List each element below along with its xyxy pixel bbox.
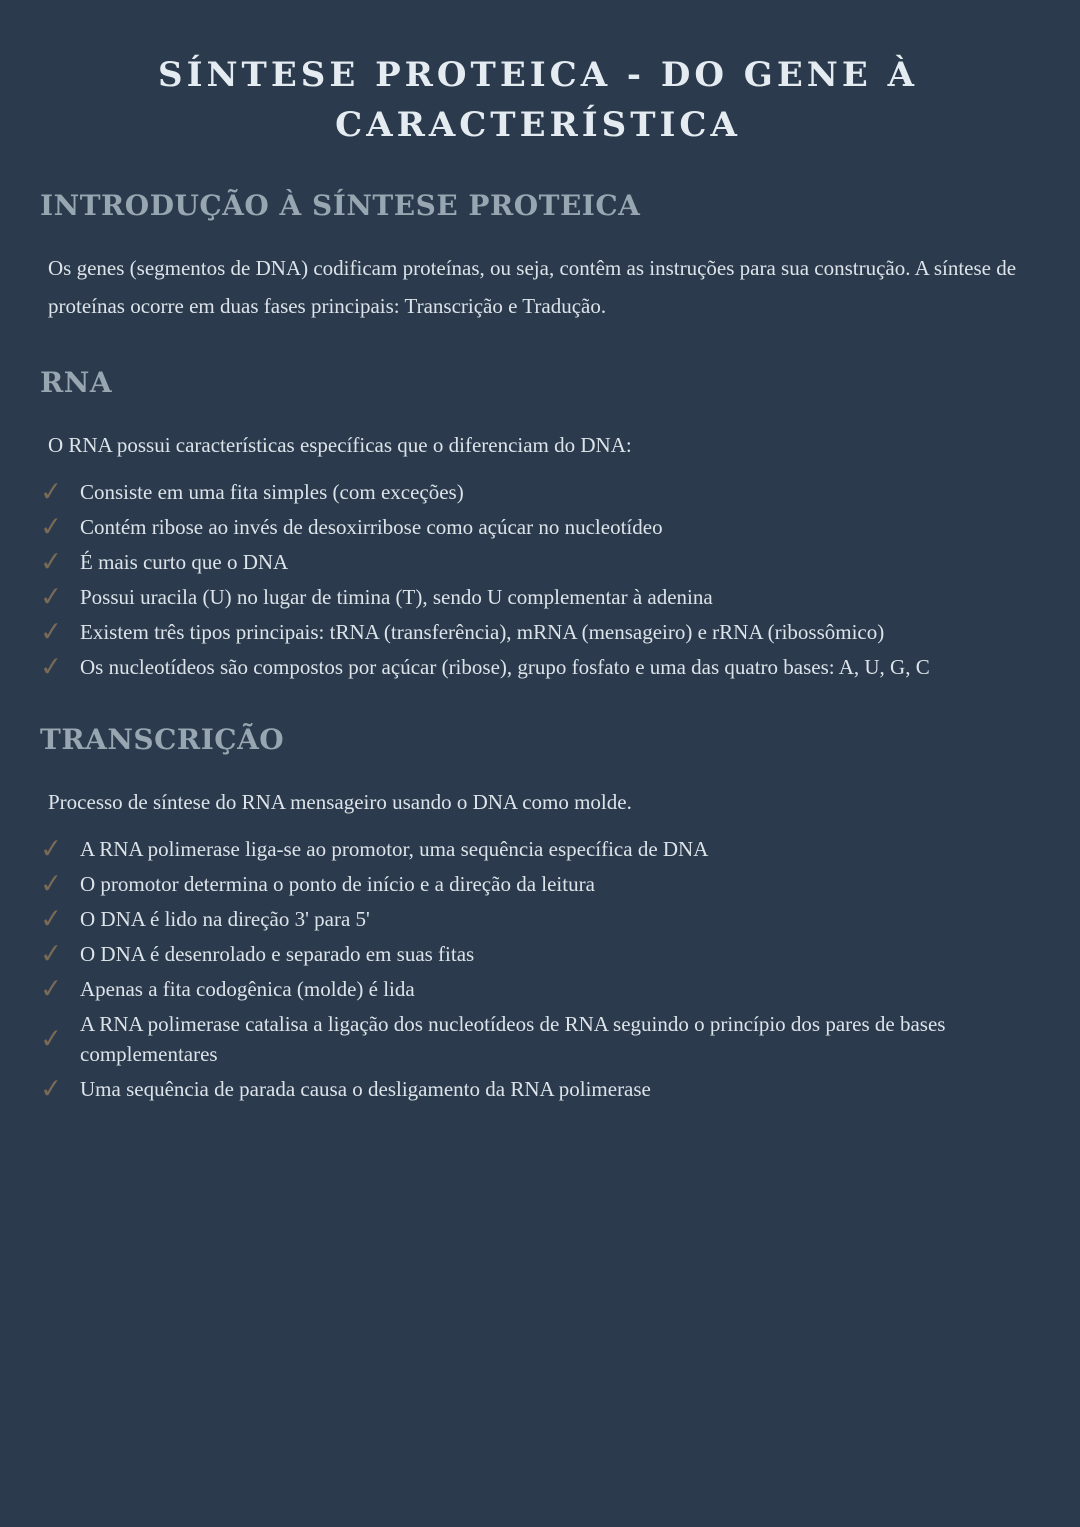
section-paragraph-introducao: Os genes (segmentos de DNA) codificam proteínas, ou seja, contêm as instruções para sua construção. A síntese de proteínas ocorre em duas fases principais: Transcrição e Tradução. [48, 256, 1017, 318]
checklist-item-text: O promotor determina o ponto de início e a direção da leitura [80, 872, 595, 896]
checklist-item-text: Existem três tipos principais: tRNA (transferência), mRNA (mensageiro) e rRNA (ribossômico) [80, 620, 885, 644]
section-rna [40, 363, 1036, 682]
checklist-item-text: O DNA é lido na direção 3' para 5' [80, 907, 370, 931]
section-heading-introducao: INTRODUÇÃO À SÍNTESE PROTEICA [40, 189, 641, 222]
rna-checklist [40, 477, 1036, 682]
section-introducao [40, 186, 1036, 325]
checkmark-icon: ✓ [38, 867, 64, 901]
checklist-item [40, 617, 1036, 647]
checklist-item-text: A RNA polimerase liga-se ao promotor, uma sequência específica de DNA [80, 837, 709, 861]
page-title [40, 50, 1036, 150]
checklist-item [40, 652, 1036, 682]
checklist-item [40, 477, 1036, 507]
page-title-line-1: SÍNTESE PROTEICA - DO GENE À [158, 55, 918, 95]
checklist-item-text: Apenas a fita codogênica (molde) é lida [80, 977, 415, 1001]
transcricao-checklist [40, 834, 1036, 1104]
section-paragraph-transcricao: Processo de síntese do RNA mensageiro usando o DNA como molde. [48, 790, 632, 814]
checklist-item-text: Uma sequência de parada causa o desligamento da RNA polimerase [80, 1077, 651, 1101]
checklist-item [40, 512, 1036, 542]
checkmark-icon: ✓ [38, 650, 64, 684]
checklist-item-text: Os nucleotídeos são compostos por açúcar (ribose), grupo fosfato e uma das quatro bases: A, U, G, C [80, 655, 930, 679]
checklist-item [40, 547, 1036, 577]
page-title-line-2: CARACTERÍSTICA [335, 105, 741, 145]
section-paragraph-rna: O RNA possui características específicas que o diferenciam do DNA: [48, 433, 632, 457]
checkmark-icon: ✓ [38, 972, 64, 1006]
section-heading-transcricao: TRANSCRIÇÃO [40, 723, 285, 756]
checkmark-icon: ✓ [38, 937, 64, 971]
checkmark-icon: ✓ [38, 580, 64, 614]
checklist-item-text: A RNA polimerase catalisa a ligação dos nucleotídeos de RNA seguindo o princípio dos pares de bases complementares [80, 1012, 946, 1066]
checklist-item-text: Possui uracila (U) no lugar de timina (T), sendo U complementar à adenina [80, 585, 713, 609]
checklist-item-text: Contém ribose ao invés de desoxirribose como açúcar no nucleotídeo [80, 515, 663, 539]
checkmark-icon: ✓ [38, 615, 64, 649]
checklist-item [40, 834, 1036, 864]
checkmark-icon: ✓ [38, 1022, 64, 1056]
checkmark-icon: ✓ [38, 545, 64, 579]
checklist-item [40, 974, 1036, 1004]
checklist-item [40, 1009, 1036, 1069]
checklist-item [40, 939, 1036, 969]
checkmark-icon: ✓ [38, 510, 64, 544]
checklist-item [40, 904, 1036, 934]
checklist-item [40, 869, 1036, 899]
checkmark-icon: ✓ [38, 475, 64, 509]
checklist-item-text: Consiste em uma fita simples (com exceções) [80, 480, 464, 504]
section-heading-rna: RNA [40, 366, 113, 399]
checkmark-icon: ✓ [38, 1072, 64, 1106]
checklist-item [40, 1074, 1036, 1104]
section-transcricao [40, 720, 1036, 1104]
checkmark-icon: ✓ [38, 902, 64, 936]
checklist-item-text: O DNA é desenrolado e separado em suas fitas [80, 942, 475, 966]
checklist-item-text: É mais curto que o DNA [80, 550, 289, 574]
checklist-item [40, 582, 1036, 612]
checkmark-icon: ✓ [38, 832, 64, 866]
